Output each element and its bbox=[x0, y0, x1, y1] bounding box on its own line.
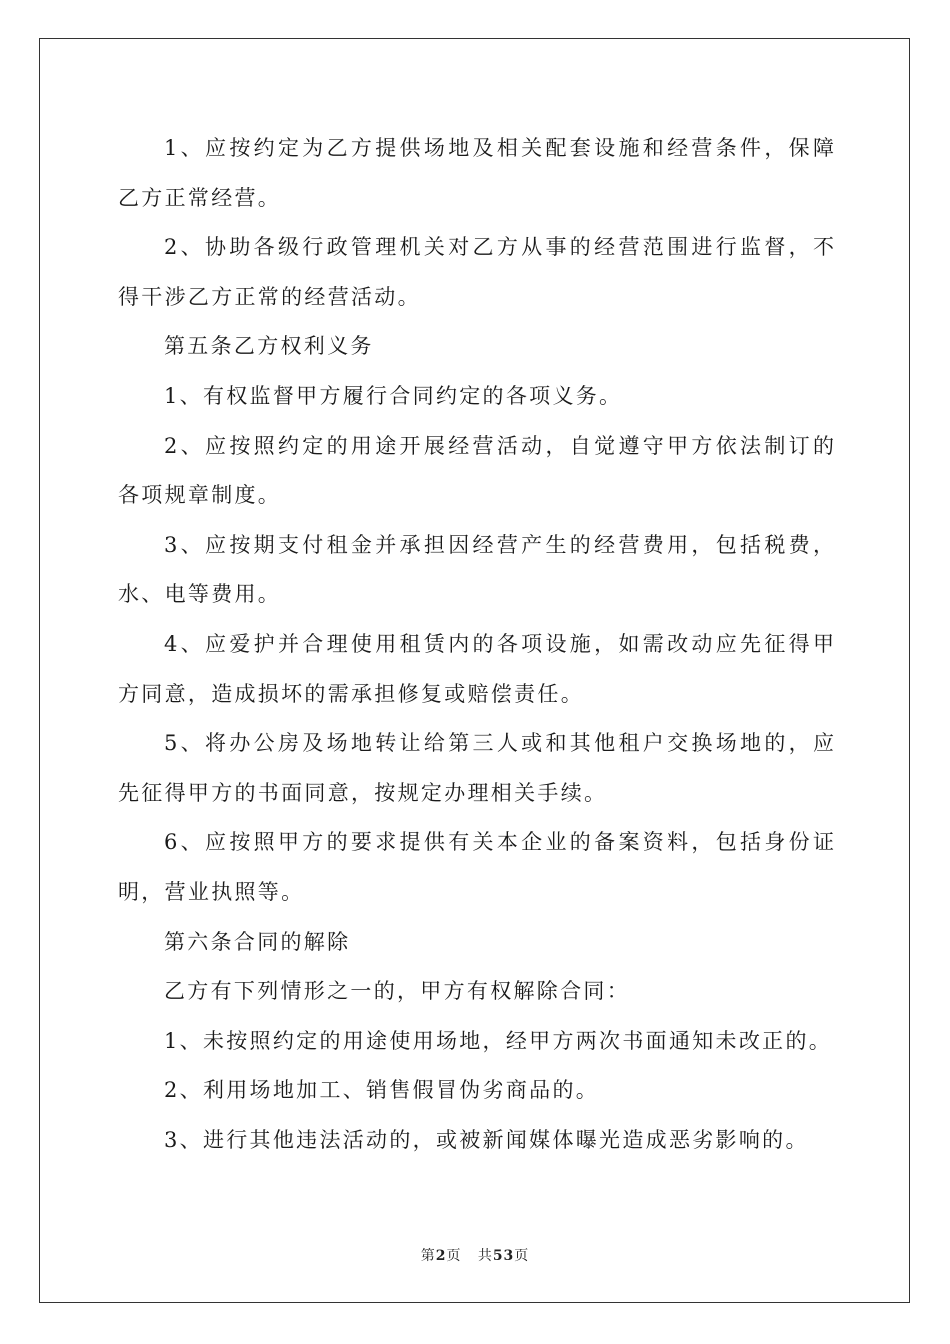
text-line: 4、应爱护并合理使用租赁内的各项设施，如需改动应先征得甲 bbox=[164, 631, 834, 656]
total-pages: 53 bbox=[492, 1248, 515, 1264]
text-line: 1、有权监督甲方履行合同约定的各项义务。 bbox=[164, 383, 623, 408]
text-line: 水、电等费用。 bbox=[118, 582, 282, 607]
text-line: 1、应按约定为乙方提供场地及相关配套设施和经营条件，保障 bbox=[164, 136, 834, 160]
page-label-prefix: 第 bbox=[420, 1248, 436, 1264]
total-label-suffix: 页 bbox=[514, 1248, 530, 1264]
text-line: 5、将办公房及场地转让给第三人或和其他租户交换场地的，应 bbox=[164, 731, 834, 756]
text-line: 方同意，造成损坏的需承担修复或赔偿责任。 bbox=[118, 681, 584, 706]
text-line: 明，营业执照等。 bbox=[118, 879, 305, 904]
text-line: 先征得甲方的书面同意，按规定办理相关手续。 bbox=[118, 780, 608, 805]
total-label-prefix: 共 bbox=[477, 1248, 493, 1264]
page-footer bbox=[0, 1245, 950, 1265]
text-line: 各项规章制度。 bbox=[118, 483, 282, 508]
text-line: 第六条合同的解除 bbox=[164, 929, 351, 954]
page-number: 2 bbox=[435, 1248, 447, 1264]
text-line: 3、应按期支付租金并承担因经营产生的经营费用，包括税费， bbox=[164, 532, 834, 557]
text-line: 2、协助各级行政管理机关对乙方从事的经营范围进行监督，不 bbox=[164, 235, 834, 260]
text-line: 2、利用场地加工、销售假冒伪劣商品的。 bbox=[164, 1078, 600, 1103]
text-line: 乙方正常经营。 bbox=[118, 185, 282, 210]
text-line: 1、未按照约定的用途使用场地，经甲方两次书面通知未改正的。 bbox=[164, 1028, 833, 1053]
text-line: 得干涉乙方正常的经营活动。 bbox=[118, 284, 421, 309]
document-body bbox=[118, 124, 834, 1165]
text-line: 2、应按照约定的用途开展经营活动，自觉遵守甲方依法制订的 bbox=[164, 433, 834, 458]
text-line: 第五条乙方权利义务 bbox=[164, 334, 374, 359]
text-line: 6、应按照甲方的要求提供有关本企业的备案资料，包括身份证 bbox=[164, 830, 834, 855]
text-line: 乙方有下列情形之一的，甲方有权解除合同： bbox=[164, 979, 630, 1004]
text-line: 3、进行其他违法活动的，或被新闻媒体曝光造成恶劣影响的。 bbox=[164, 1127, 809, 1152]
page-label-suffix: 页 bbox=[446, 1248, 462, 1264]
